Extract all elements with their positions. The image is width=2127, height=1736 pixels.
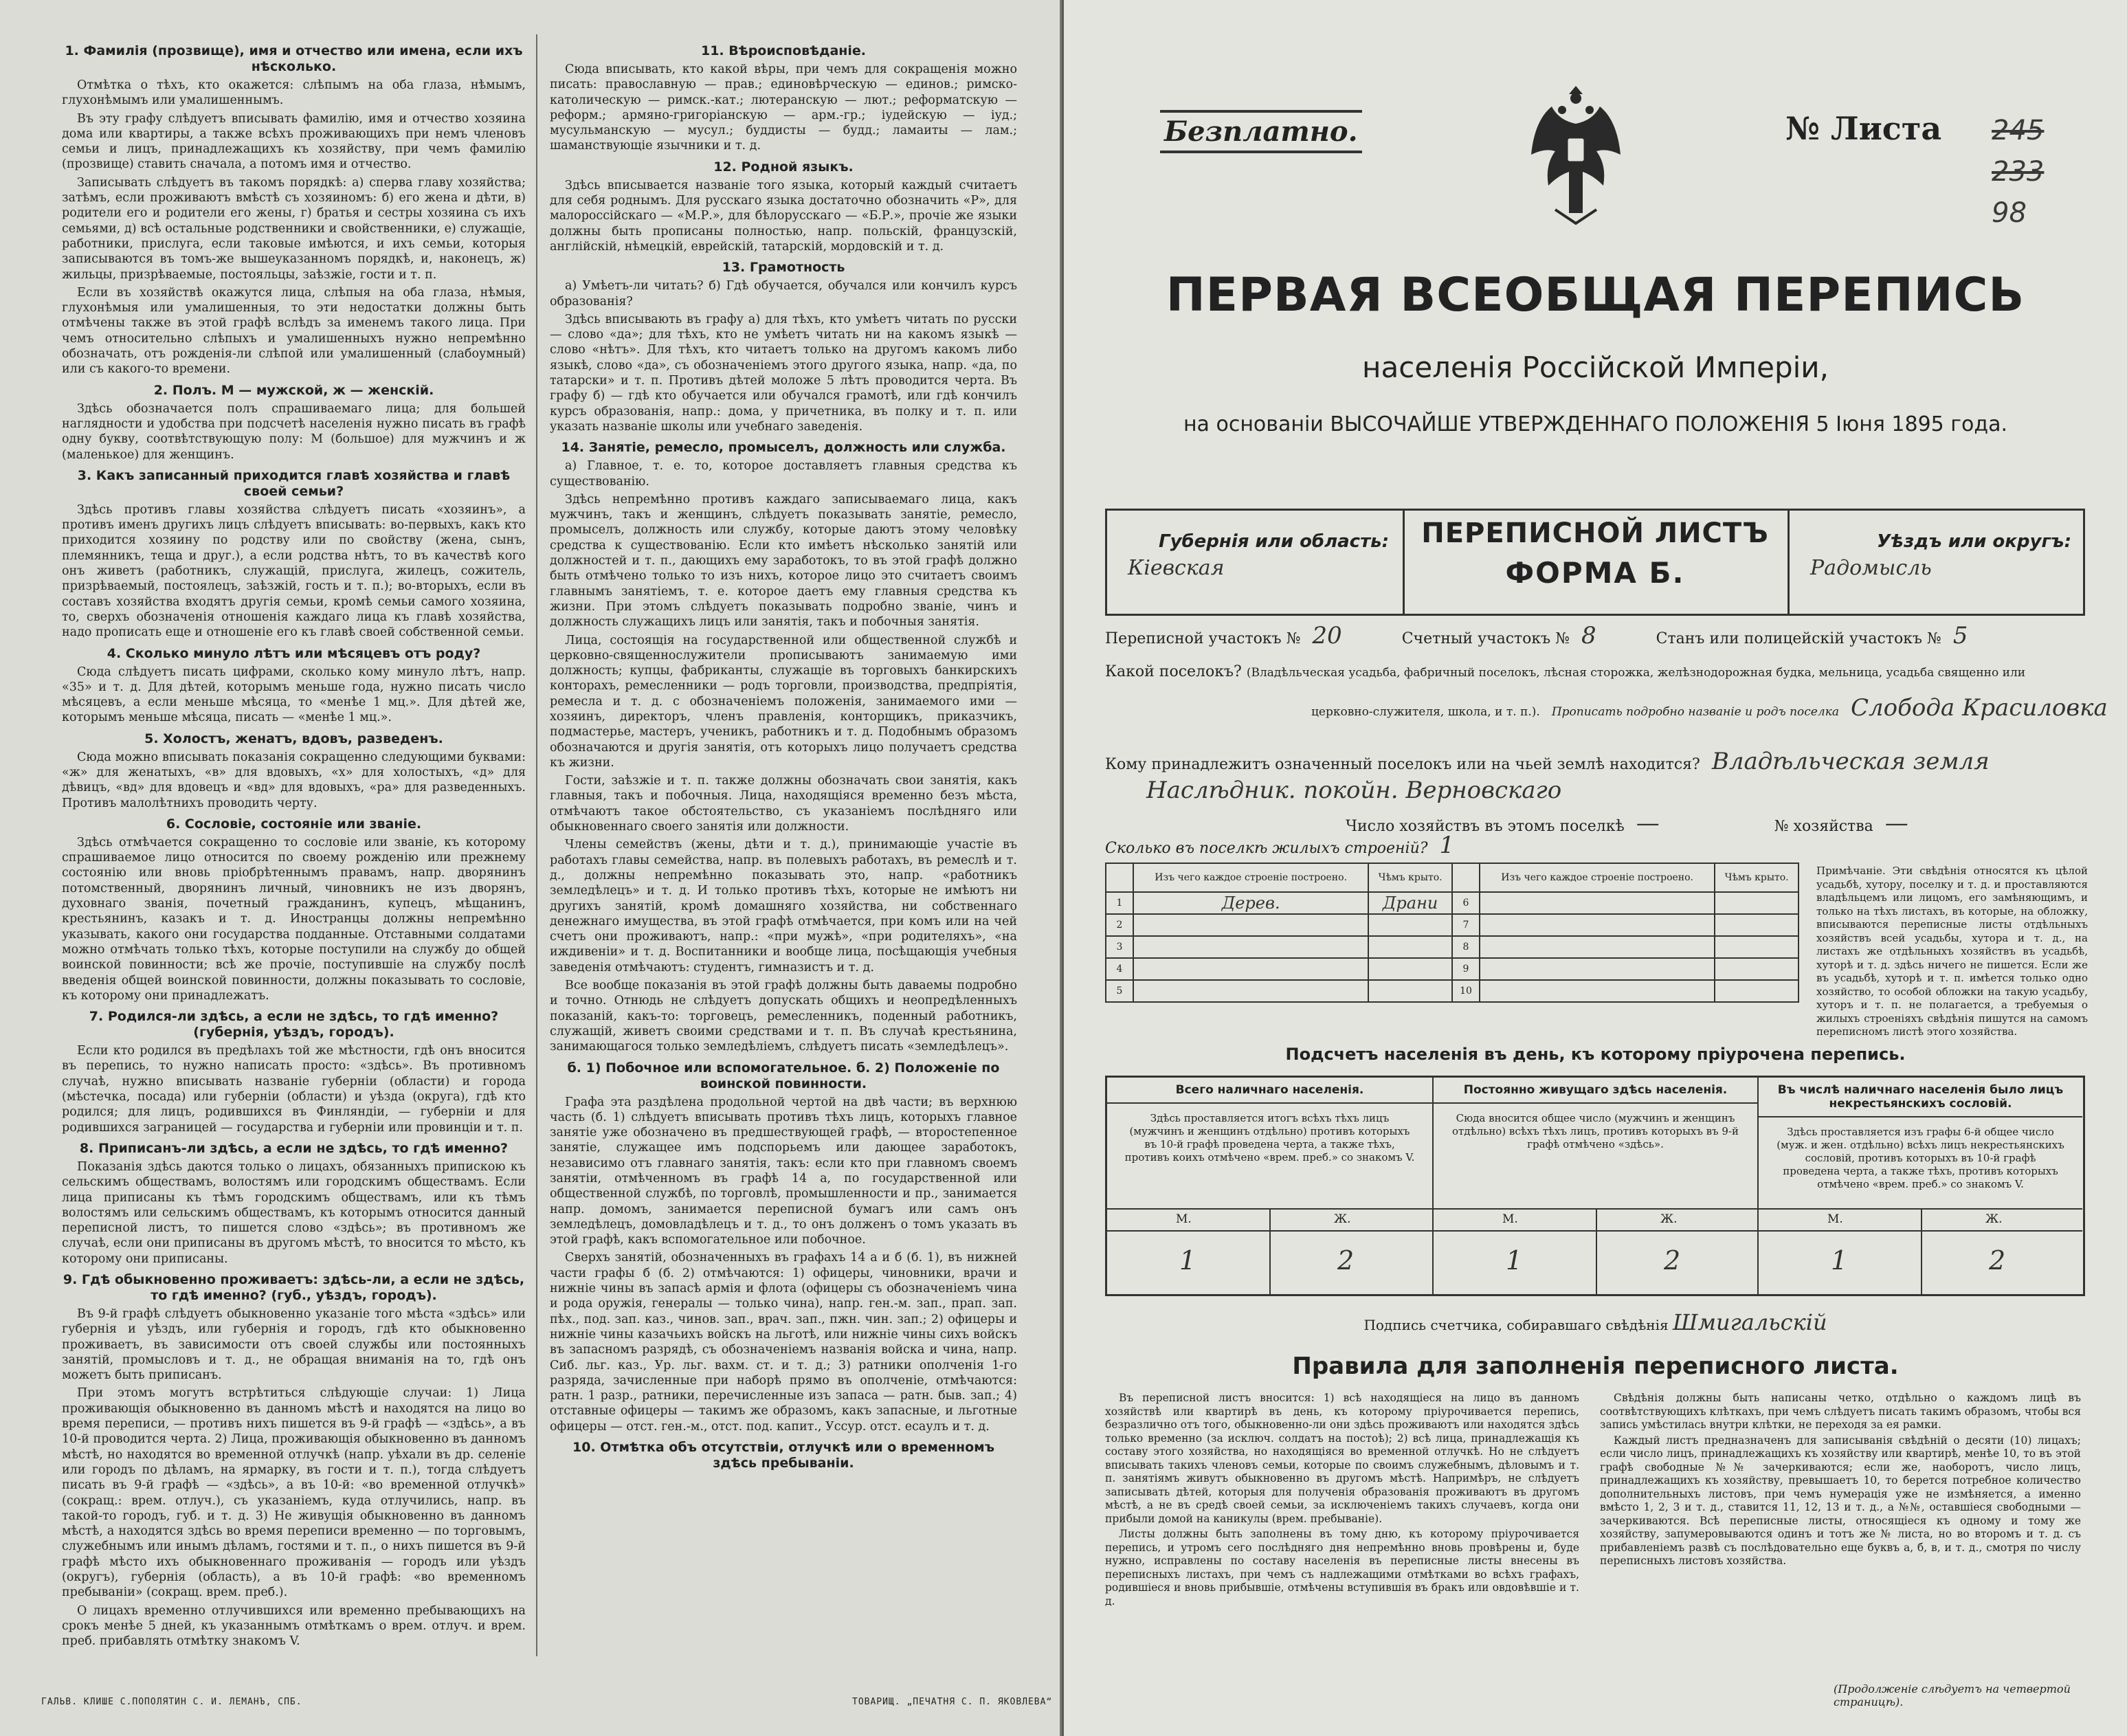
male-count: 1 <box>1831 1245 1848 1276</box>
table-cell-n1: 2 <box>1106 914 1133 936</box>
hw-list-number-3: 98 <box>1992 197 2027 229</box>
section-paragraph: Если въ хозяйствѣ окажутся лица, слѣпыя на оба глаза, нѣмыя, глухонѣмыя или умалишенныя, то эти недостатки должны быть отмѣчены также въ этой графѣ вслѣдъ за именемъ такого лица. При чемъ относительно слѣпыхъ и умалишенныхъ нужно непремѣнно обозначать, отъ рожденія-ли слѣпой или умалишенный (слабоумный) или съ какого-то времени. <box>62 285 526 377</box>
section-paragraph: Сюда можно вписывать показанія сокращенно следующими буквами: «ж» для женатыхъ, «в» для вдовыхъ, «х» для холостыхъ, «д» для дѣвицъ, «вд» для вдовецъ и «вд» для вдовыхъ, «ра» для разведенныхъ. Противъ малолѣтнихъ проводить черту. <box>62 750 526 810</box>
guberniya-cell <box>1107 511 1405 614</box>
printer-imprint-right: ТОВАРИЩ. „ПЕЧАТНЯ С. П. ЯКОВЛЕВА“ <box>852 1697 1053 1707</box>
section-paragraph: Здѣсь непремѣнно противъ каждаго записываемаго лица, какъ мужчинъ, такъ и женщинъ, слѣдуетъ показывать занятіе, ремесло, промыселъ, должность или службу, которые даютъ этому человѣку средства к существованію. Если кто имѣетъ нѣсколько занятій или должностей и т. п., дающихъ ему заработокъ, то въ этой графѣ должно быть отмѣчено только то изъ нихъ, которое лицо это считаетъ своимъ главнымъ занятіемъ, т. е. которое даетъ ему главныя средства къ жизни. При этомъ слѣдуетъ показывать подробно званіе, чинъ и должность служащихъ лицъ или занятія, такъ и побочныя занятія. <box>550 492 1017 630</box>
column-divider <box>536 34 537 1656</box>
police-district-value: 5 <box>1952 622 1968 649</box>
male-header: М. <box>1176 1212 1192 1226</box>
table-cell-n2: 9 <box>1452 958 1480 980</box>
signature-value: Шмигальскій <box>1672 1309 1827 1335</box>
section-heading: 2. Полъ. М — мужской, ж — женскій. <box>153 382 434 398</box>
section-paragraph: Здѣсь отмѣчается сокращенно то сословіе или званіе, къ которому спрашиваемое лицо относится по своему рожденію или прежнему состоянію или вновь пріобрѣтеннымъ правамъ, напр. дворянинъ потомственный, дворянинъ личный, чиновникъ не изъ дворянъ, духовнаго званія, почетный гражданинъ, купецъ, мѣщанинъ, крестьянинъ, казакъ и т. д. Иностранцы должны непремѣнно указывать, какого они государства подданные. Отставными солдатами можно отмѣчать только тѣхъ, которые поступили на службу до общей воинской повинности; всѣ же прочіе, поступившіе на службу послѣ введенія общей воинской повинности, должны показывать то сословіе, къ которому они принадлежатъ. <box>62 835 526 1003</box>
census-district-label: Переписной участокъ № <box>1105 630 1301 647</box>
section-paragraph: Гости, заѣзжіе и т. п. также должны обозначать свои занятія, какъ главныя, такъ и побочныя. Лица, находящіяся временно безъ мѣста, отмѣчаютъ такое обстоятельство, съ указаніемъ послѣдняго или обыкновеннаго своего занятія или должности. <box>550 774 1017 834</box>
settlement-line <box>1105 663 2095 680</box>
table-cell-empty <box>1480 892 1715 914</box>
table-row <box>1106 980 1799 1002</box>
buildings-note: Примѣчаніе. Эти свѣдѣнія относятся къ цѣлой усадьбѣ, хутору, поселку и т. д. и проставляются владѣльцемъ или лицомъ, его замѣняющимъ, и только на тѣхъ листахъ, въ которые, на обложку, вписываются переписные листы отдѣльныхъ хозяйствъ всей усадьбы, хутора и т. д., на листахъ же отдѣльныхъ хозяйствъ въ усадьбѣ, хуторѣ и т. д. здѣсь ничего не пишется. Если же въ усадьбѣ, хуторѣ и т. п. имѣется только одно хозяйство, то особой обложки на такую усадьбу, хуторъ и т. п. не полагается, а требуемыя о жилыхъ строеніяхъ свѣдѣнія пишутся на самомъ переписномъ листѣ этого хозяйства. <box>1816 865 2088 1038</box>
section-heading: 13. Грамотность <box>722 260 845 276</box>
section-paragraph: Все вообще показанія въ этой графѣ должны быть даваемы подробно и точно. Отнюдь не слѣдуетъ допускать общихъ и неопредѣленныхъ показаній, какъ-то: торговецъ, ремесленникъ, поденный работникъ, служащій, живетъ своими средствами и т. п. Въ случаѣ крестьянина, занимающагося только земледѣліемъ, слѣдуетъ писать «земледѣлецъ». <box>550 979 1017 1054</box>
form-subheading: ФОРМА Б. <box>1505 556 1685 590</box>
settlement-line-2 <box>1105 694 2108 722</box>
table-cell-n1: 3 <box>1106 936 1133 958</box>
census-district-value: 20 <box>1312 622 1342 649</box>
table-row <box>1106 958 1799 980</box>
table-cell-mat1 <box>1133 936 1368 958</box>
list-number-label: № Листа <box>1785 110 1942 147</box>
table-cell-mat1: Дерев. <box>1133 892 1368 914</box>
buildings-label: Сколько въ поселкѣ жилыхъ строеній? <box>1105 840 1428 857</box>
table-cell-empty <box>1480 958 1715 980</box>
household-count-value: — <box>1636 810 1660 837</box>
section-paragraph: Здѣсь противъ главы хозяйства слѣдуетъ писать «хозяинъ», а противъ именъ другихъ лицъ слѣдуетъ вписывать: во-первыхъ, какъ кто приходится хозяину по родству или по свойству (жена, сынъ, племянникъ, теща и друг.), а если родства нѣтъ, то въ качествѣ кого онъ живетъ (работникъ, служащій, прислуга, жилецъ, сожитель, призрѣваемый, постоялецъ, заѣзжій, гость и т. п.); во-вторыхъ, если въ составъ хозяйства входятъ другія семьи, кромѣ семьи самого хозяина, то, сверхъ обозначенія отношенія каждаго лица къ главѣ хозяйства, надо прописать еще и отношеніе его къ главѣ своей собственной семьи. <box>62 502 526 640</box>
table-cell-roof1: Драни <box>1368 892 1452 914</box>
section-paragraph: Лица, состоящія на государственной или общественной службѣ и церковно-священнослужители прописываютъ занимаемую ими должность; купцы, фабриканты, служащіе въ торговыхъ банкирскихъ конторахъ, ремесленники — родъ торговли, производства, предпріятія, ремесла и т. д. с обозначеніемъ положенія, занимаемого ими — хозяинъ, директоръ, членъ правленія, конторщикъ, приказчикъ, подмастерье, мастеръ, ученикъ, работникъ и т. д. Подобнымъ образомъ обозначаются и другія занятія, отъ которыхъ лицо получаетъ средства къ жизни. <box>550 633 1017 770</box>
counting-district-value: 8 <box>1581 622 1596 649</box>
settlement-value: Слобода Красиловка <box>1850 694 2108 722</box>
section-heading: 10. Отмѣтка объ отсутствіи, отлучкѣ или о временномъ здѣсь пребываніи. <box>572 1440 994 1471</box>
uezd-label: Уѣздъ или округъ: <box>1877 531 2071 552</box>
male-count: 1 <box>1179 1245 1196 1276</box>
handwritten-list-numbers <box>1992 110 2044 234</box>
table-cell-n2: 8 <box>1452 936 1480 958</box>
section-paragraph: Если кто родился въ предѣлахъ той же мѣстности, гдѣ онъ вносится въ перепись, то нужно написать просто: «здѣсь». Въ противномъ случаѣ, нужно вписывать названіе губерніи (области) и города (мѣстечка, посада) или губерніи (области) и уѣзда (округа), гдѣ кто родился; для лицъ, родившихся въ Финляндіи, — губерніи и для родившихся заграницей — государства и губерніи или провинціи и т. п. <box>62 1044 526 1135</box>
section-heading: 8. Приписанъ-ли здѣсь, а если не здѣсь, то гдѣ именно? <box>79 1140 509 1156</box>
section-paragraph: Показанія здѣсь даются только о лицахъ, обязанныхъ припискою къ сельскимъ обществамъ, волостямъ или городскимъ обществамъ. Если лица приписаны къ тѣмъ городскимъ обществамъ, или къ тѣмъ волостямъ или сельскимъ обществамъ, къ которымъ относится данный переписной листъ, то пишется слово «здѣсь»; въ противномъ же случаѣ, если они приписаны въ другомъ мѣстѣ, то вносится то мѣсто, къ которому они приписаны. <box>62 1159 526 1266</box>
uezd-cell <box>1788 511 2085 614</box>
section-paragraph: О лицахъ временно отлучившихся или временно пребывающихъ на срокъ менѣе 5 дней, къ указаннымъ отмѣткамъ о врем. отлуч. и врем. преб. прибавлять отмѣтку знакомъ V. <box>62 1603 526 1649</box>
section-paragraph: Отмѣтка о тѣхъ, кто окажется: слѣпымъ на оба глаза, нѣмымъ, глухонѣмымъ или умалишеннымъ. <box>62 78 526 108</box>
form-cell <box>1403 511 1788 614</box>
table-cell-n2: 6 <box>1452 892 1480 914</box>
table-cell-n1: 1 <box>1106 892 1133 914</box>
female-header: Ж. <box>1660 1212 1678 1226</box>
rules-column-right <box>1600 1392 2081 1570</box>
table-cell-mat1 <box>1133 914 1368 936</box>
population-count-column <box>1757 1078 2082 1294</box>
male-header: М. <box>1502 1212 1518 1226</box>
police-district-label: Станъ или полицейскій участокъ № <box>1656 630 1941 647</box>
rules-paragraph: Въ переписной листъ вносится: 1) всѣ находящіеся на лицо въ данномъ хозяйствѣ или квартирѣ въ день, къ которому пріурочивается перепись, безразлично отъ того, обыкновенно-ли они здѣсь проживаютъ или находятся здѣсь только временно (за исключ. солдатъ на постоѣ); 2) всѣ лица, принадлежащія къ составу этого хозяйства, но находящіяся во временной отлучкѣ. Но не слѣдуетъ вписывать такихъ членовъ семьи, которые по своимъ служебнымъ, дѣловымъ и т. п. занятіямъ живутъ обыкновенно въ другомъ мѣстѣ. Напримѣръ, не слѣдуетъ записывать дѣтей, которыя для полученія образованія проживаютъ въ другомъ мѣстѣ, а не въ средѣ своей семьи, за исключеніемъ такихъ случаевъ, когда они прибыли домой на каникулы (врем. пребываніе). <box>1105 1392 1579 1525</box>
settlement-label: Какой поселокъ? <box>1105 663 1242 680</box>
rules-heading: Правила для заполненія переписного листа. <box>1292 1353 1899 1380</box>
section-heading: 12. Родной языкъ. <box>713 159 854 175</box>
signature-label: Подпись счетчика, собиравшаго свѣдѣнія <box>1363 1317 1669 1333</box>
table-row <box>1106 914 1799 936</box>
table-cell-roof1 <box>1368 958 1452 980</box>
table-cell-empty <box>1715 980 1799 1002</box>
sex-divider <box>1269 1208 1271 1294</box>
section-heading: 6. Сословіе, состояніе или званіе. <box>166 816 422 832</box>
male-count: 1 <box>1506 1245 1523 1276</box>
table-cell-empty <box>1715 936 1799 958</box>
section-heading: 5. Холостъ, женатъ, вдовъ, разведенъ. <box>144 731 443 746</box>
roof-header-1: Чѣмъ крыто. <box>1368 863 1452 892</box>
table-cell-n2: 10 <box>1452 980 1480 1002</box>
owner-line-2 <box>1105 777 2095 804</box>
owner-value-1: Владѣльческая земля <box>1711 748 1990 775</box>
instructions-column-right <box>550 38 1017 1474</box>
district-line <box>1105 622 2095 649</box>
section-paragraph: Сюда вписывать, кто какой вѣры, при чемъ для сокращенія можно писать: православную — прав.; единовѣрческую — единов.; римско-католическую — римск.-кат.; лютеранскую — лют.; реформатскую — реформ.; армяно-григоріанскую — арм.-гр.; іудейскую — іуд.; мусульманскую — мусул.; буддисты — будд.; ламаиты — лам.; шаманствующіе язычники и т. д. <box>550 63 1017 153</box>
census-subtitle: населенія Россійской Имперіи, <box>1362 350 1829 384</box>
counter-signature-line <box>1064 1309 2127 1335</box>
guberniya-label: Губернія или область: <box>1159 531 1389 552</box>
section-heading: 11. Вѣроисповѣданіе. <box>700 43 867 58</box>
printer-imprint-left: ГАЛЬВ. КЛИШЕ С.ПОПОЛЯТИН С. И. ЛЕМАНЪ, СПБ. <box>41 1697 302 1707</box>
owner-line <box>1105 748 2095 775</box>
count-column-heading: Въ числѣ наличнаго населенія было лицъ некрестьянскихъ сословій. <box>1759 1078 2082 1117</box>
section-paragraph: Сверхъ занятій, обозначенныхъ въ графахъ 14 а и б (б. 1), въ нижней части графы б (б. 2) отмѣчаются: 1) офицеры, чиновники, врачи и нижніе чины въ запасѣ армія и флота (офицеры съ обозначеніемъ чина и рода оружія, генералы — только чина), напр. ген.-м. зап., прап. зап. пѣх., под. зап. каз., чинов. зап., врач. зап., пжн. чин. зап.; 2) офицеры и нижніе чины казачьихъ войскъ на льготѣ, или нижніе чины сихъ войскъ въ запасномъ разрядѣ, съ обозначеніемъ названія войска и чина, напр. Сиб. льг. каз., Ур. льг. вахм. ст. и т. д.; 3) ратники ополченія 1-го разряда, зачисленные при наборѣ прямо въ ополченіе, отмѣчаются: ратн. 1 разр., ратники, перечисленные изъ запаса — ратн. быв. зап.; 4) отставные офицеры — такимъ же образомъ, какъ запасные, и льготные офицеры — отст. ген.-м., отст. под. капит., Уссур. отст. есаулъ и т. д. <box>550 1251 1017 1434</box>
rules-paragraph: Свѣдѣнія должны быть написаны четко, отдѣльно о каждомъ лицѣ въ соотвѣтствующихъ клѣткахъ, при чемъ слѣдуетъ писать такимъ образомъ, чтобы вся запись умѣстилась внутри клѣтки, не переходя за ея рамки. <box>1600 1392 2081 1431</box>
count-column-description: Здѣсь проставляется изъ графы 6-й общее число (муж. и жен. отдѣльно) всѣхъ лицъ некрестьянскихъ сословій, противъ которыхъ въ 10-й графѣ проведена черта, а также тѣхъ, противъ которыхъ отмѣчено «врем. преб.» со знакомъ V. <box>1777 1126 2064 1190</box>
owner-label: Кому принадлежитъ означенный поселокъ или на чьей землѣ находится? <box>1105 756 1700 773</box>
buildings-table <box>1105 863 1799 1003</box>
section-paragraph: Члены семействъ (жены, дѣти и т. д.), принимающіе участіе въ работахъ главы семейства, напр. въ полевыхъ работахъ, въ ремеслѣ и т. д., должны непремѣнно показывать это, напр. «работникъ земледѣлецъ» и т. д. И только противъ тѣхъ, которые не имѣютъ ни другихъ занятій, кромѣ домашняго хозяйства, ни собственнаго денежнаго имущества, въ этой графѣ отмѣчается, при комъ или на чей счетъ они проживаютъ, напр.: «при мужѣ», «при родителяхъ», «на иждивеніи» и т. д. Воспитанники и вообще лица, посѣщающія учебныя заведенія отмѣчаютъ: студентъ, гимназистъ и т. д. <box>550 838 1017 975</box>
section-heading: 4. Сколько минуло лѣтъ или мѣсяцевъ отъ роду? <box>107 645 481 661</box>
sex-divider <box>1596 1208 1597 1294</box>
female-count: 2 <box>1989 1245 2006 1276</box>
material-header-1: Изъ чего каждое строеніе построено. <box>1133 863 1368 892</box>
double-headed-eagle-crest-icon <box>1524 79 1627 230</box>
female-count: 2 <box>1337 1245 1355 1276</box>
table-cell-mat1 <box>1133 958 1368 980</box>
section-paragraph: Сюда слѣдуетъ писать цифрами, сколько кому минуло лѣтъ, напр. «35» и т. д. Для дѣтей, которымъ меньше года, нужно писать число мѣсяцевъ, а если меньше мѣсяца, то «менѣе 1 мц.». Для дѣтей же, которымъ меньше мѣсяца, писать — «менѣе 1 мц.». <box>62 665 526 725</box>
table-cell-empty <box>1715 914 1799 936</box>
household-count-label: Число хозяйствъ въ этомъ поселкѣ <box>1346 818 1625 835</box>
table-cell-empty <box>1715 958 1799 980</box>
rules-paragraph: Листы должны быть заполнены въ тому дню, къ которому пріурочивается перепись, и утромъ сего послѣдняго дня непремѣнно вновь провѣрены и, буде нужно, исправлены по составу населенія въ переписные листы внесены въ переписныхъ листахъ, при чемъ съ надлежащими отмѣтками во всѣхъ графахъ, родившіеся и вновь прибывшіе, отмѣчены вступившія въ бракъ или овдовѣвшіе и т. д. <box>1105 1528 1579 1607</box>
owner-value-2: Наслѣдник. покойн. Верновскаго <box>1146 777 1562 804</box>
table-cell-empty <box>1480 936 1715 958</box>
population-count-column <box>1107 1078 1432 1294</box>
continuation-note: (Продолженіе слѣдуетъ на четвертой страницѣ). <box>1834 1682 2071 1709</box>
population-count-box <box>1105 1076 2085 1296</box>
table-cell-n1: 5 <box>1106 980 1133 1002</box>
hw-list-number-1: 245 <box>1992 115 2045 146</box>
count-column-description: Здѣсь проставляется итогъ всѣхъ тѣхъ лицъ (мужчинъ и женщинъ отдѣльно) противъ которыхъ въ 10-й графѣ проведена черта, а также тѣхъ, противъ коихъ отмѣчено «врем. преб.» со знакомъ V. <box>1124 1112 1415 1164</box>
section-paragraph: Графа эта раздѣлена продольной чертой на двѣ части; въ верхнюю часть (б. 1) слѣдуетъ вписывать противъ тѣхъ лицъ, которыхъ главное занятіе уже обозначено въ предшествующей графѣ, — второстепенное занятіе, служащее имъ подспорьемъ или дающее заработокъ, независимо отъ главнаго занятія, такъ: если кто при главномъ своемъ занятіи, отмѣченномъ въ графѣ 14 а, по государственной или общественной службѣ, по торговлѣ, промышленности и пр., занимается напр. домомъ, занимается переписной бумагъ или самъ онъ земледѣлецъ, домовладѣлецъ и т. д., то онъ долженъ о томъ указать въ этой графѣ, какъ вспомогательное или побочное. <box>550 1095 1017 1247</box>
census-title: ПЕРВАЯ ВСЕОБЩАЯ ПЕРЕПИСЬ <box>1166 268 2025 322</box>
rules-column-left <box>1105 1392 1579 1610</box>
male-header: М. <box>1827 1212 1843 1226</box>
count-column-heading: Постоянно живущаго здѣсь населенія. <box>1434 1078 1757 1104</box>
buildings-line <box>1105 832 2095 859</box>
section-heading: 1. Фамилія (прозвище), имя и отчество или имена, если ихъ нѣсколько. <box>65 43 523 74</box>
population-count-column <box>1432 1078 1757 1294</box>
material-header-2: Изъ чего каждое строеніе построено. <box>1480 863 1715 892</box>
section-heading: 9. Гдѣ обыкновенно проживаетъ: здѣсь-ли, а если не здѣсь, то гдѣ именно? (губ., уѣздъ, городъ). <box>63 1272 525 1303</box>
section-paragraph: Въ эту графу слѣдуетъ вписывать фамилію, имя и отчество хозяина дома или квартиры, а также всѣхъ проживающихъ при немъ членовъ семьи и лицъ, принадлежащихъ къ хозяйству, при чемъ фамилію (прозвище) ставить сначала, а потомъ имя и отчество. <box>62 111 526 172</box>
settlement-hint-2: церковно-служителя, школа, и т. п.). <box>1311 705 1540 719</box>
count-column-heading: Всего наличнаго населенія. <box>1107 1078 1432 1104</box>
form-heading: ПЕРЕПИСНОЙ ЛИСТЪ <box>1421 518 1769 549</box>
female-header: Ж. <box>1334 1212 1351 1226</box>
section-paragraph: Здѣсь вписывають въ графу а) для тѣхъ, кто умѣетъ читать по русски — слово «да»; для тѣхъ, кто не умѣетъ читать ни на какомъ языкѣ — слово «нѣтъ». Для тѣхъ, кто читаетъ только на другомъ какомъ либо языкѣ, слово «да», съ обозначеніемъ этого другого языка, напр. «да, по татарски» и т. п. Противъ дѣтей моложе 5 лѣтъ проводится черта. Въ графу б) — гдѣ кто обучается или обучался грамотѣ, или гдѣ кончилъ курсъ образованія, напр.: дома, у причетника, въ полку и т. п. или указать названіе школы или учебнаго заведенія. <box>550 312 1017 434</box>
sex-divider <box>1921 1208 1922 1294</box>
left-page <box>0 0 1062 1736</box>
hw-list-number-2: 233 <box>1992 156 2045 188</box>
instructions-column-left <box>62 38 526 1652</box>
section-paragraph: Въ 9-й графѣ слѣдуетъ обыкновенно указаніе того мѣста «здѣсь» или губернія и уѣздъ, или губернія и городъ, гдѣ кто обыкновенно проживаетъ, въ зависимости отъ своей службы или постоянныхъ занятій, промысловъ и т. д., не обращая вниманія на то, гдѣ онъ можетъ быть приписанъ. <box>62 1307 526 1383</box>
female-header: Ж. <box>1985 1212 2003 1226</box>
uezd-value: Радомысль <box>1810 556 1932 580</box>
buildings-table-header <box>1106 863 1799 892</box>
table-cell-roof1 <box>1368 914 1452 936</box>
roof-header-2: Чѣмъ крыто. <box>1715 863 1799 892</box>
household-number-value: — <box>1884 810 1908 837</box>
section-paragraph: Здѣсь вписывается названіе того языка, который каждый считаетъ для себя роднымъ. Для русскаго языка достаточно обозначить «Р», для малороссійскаго — «М.Р.», для бѣлорусскаго — «Б.Р.», прочіе же языки должны быть прописаны полностью, напр. польскій, французскій, англійскій, нѣмецкій, еврейскій, татарскій, мордовскій и т. д. <box>550 178 1017 254</box>
settlement-instruction: Прописать подробно названіе и родъ поселка <box>1551 705 1839 719</box>
table-cell-roof1 <box>1368 980 1452 1002</box>
population-count-heading: Подсчетъ населенія въ день, къ которому пріурочена перепись. <box>1285 1045 1906 1064</box>
table-cell-n1: 4 <box>1106 958 1133 980</box>
table-cell-roof1 <box>1368 936 1452 958</box>
table-cell-n2: 7 <box>1452 914 1480 936</box>
settlement-hint: (Владѣльческая усадьба, фабричный поселокъ, лѣсная сторожка, желѣзнодорожная будка, мельница, усадьба священно или <box>1246 666 2026 680</box>
right-page <box>1064 0 2127 1736</box>
table-cell-empty <box>1480 914 1715 936</box>
section-heading: 3. Какъ записанный приходится главѣ хозяйства и главѣ своей семьи? <box>77 467 511 499</box>
buildings-value: 1 <box>1439 832 1455 859</box>
female-count: 2 <box>1664 1245 1681 1276</box>
section-paragraph: а) Главное, т. е. то, которое доставляетъ главныя средства къ существованію. <box>550 459 1017 489</box>
free-label: Безплатно. <box>1160 110 1362 153</box>
section-paragraph: Записывать слѣдуетъ въ такомъ порядкѣ: а) сперва главу хозяйства; затѣмъ, если проживаютъ вмѣстѣ съ хозяиномъ: б) его жена и дѣти, в) родители его и родители его жены, г) братья и сестры хозяина съ ихъ семьями, д) всѣ остальные родственники и свойственники, е) служащіе, работники, прислуга, если таковые имѣются, и ихъ семьи, которыя записываются въ томъ-же вышеуказанномъ порядкѣ, и, наконецъ, ж) жильцы, призрѣваемые, постояльцы, заѣзжіе, гости и т. п. <box>62 175 526 282</box>
section-heading: 7. Родился-ли здѣсь, а если не здѣсь, то гдѣ именно? (губернія, уѣздъ, городъ). <box>89 1009 499 1041</box>
section-paragraph: а) Умѣетъ-ли читать? б) Гдѣ обучается, обучался или кончилъ курсъ образованія? <box>550 279 1017 309</box>
header-box <box>1105 509 2085 616</box>
count-column-description: Сюда вносится общее число (мужчинъ и женщинъ отдѣльно) всѣхъ тѣхъ лицъ, противъ которыхъ въ 9-й графѣ отмѣчено «здѣсь». <box>1451 1112 1739 1150</box>
section-paragraph: При этомъ могутъ встрѣтиться слѣдующіе случаи: 1) Лица проживающія обыкновенно въ данномъ мѣстѣ и находятся на лицо во время переписи, — противъ нихъ пишется въ 9-й графѣ — «здѣсь», а въ 10-й проводится черта. 2) Лица, проживающія обыкновенно въ данномъ мѣстѣ, но находятся во временной отлучкѣ (напр. уѣхали въ др. селеніе или городъ по дѣламъ, на ярмарку, въ гости и т. п.), тогда слѣдуетъ писать въ 9-й графѣ — «здѣсь», а въ 10-й: «во временной отлучкѣ» (сокращ.: врем. отлуч.), съ указаніемъ, куда отлучились, напр. въ такой-то городъ, губ. и т. д. 3) Не живущія обыкновенно въ данномъ мѣстѣ, а находятся здѣсь во время переписи временно — по торговымъ, служебнымъ или инымъ дѣламъ, гостями и т. п., о нихъ пишется въ 9-й графѣ мѣсто ихъ обыкновеннаго проживанія — городъ или уѣздъ (округъ), губернія (область), а въ 10-й графѣ: «во временномъ пребываніи» (сокращ. врем. преб.). <box>62 1386 526 1600</box>
counting-district-label: Счетный участокъ № <box>1401 630 1570 647</box>
table-row <box>1106 892 1799 914</box>
table-row <box>1106 936 1799 958</box>
census-decree-line: на основаніи ВЫСОЧАЙШЕ УТВЕРЖДЕННАГО ПОЛОЖЕНІЯ 5 Іюня 1895 года. <box>1183 412 2008 436</box>
household-number-label: № хозяйства <box>1774 818 1873 835</box>
section-heading: б. 1) Побочное или вспомогательное. б. 2) Положеніе по воинской повинности. <box>567 1060 1000 1091</box>
table-cell-mat1 <box>1133 980 1368 1002</box>
table-cell-empty <box>1480 980 1715 1002</box>
rules-paragraph: Каждый листъ предназначенъ для записыванія свѣдѣній о десяти (10) лицахъ; если число лицъ, принадлежащихъ къ хозяйству или квартирѣ, менѣе 10, то въ этой графѣ свободные №№ зачеркиваются; если же, наоборотъ, число лицъ, принадлежащихъ къ хозяйству, превышаетъ 10, то берется потребное количество дополнительныхъ листовъ, при чемъ нумерація уже не измѣняется, а именно вмѣсто 1, 2, 3 и т. д., ставится 11, 12, 13 и т. д., а №№, оставшіеся свободными — зачеркиваются. Всѣ переписные листы, относящіеся къ одному и тому же хозяйству, запумеровываются одинъ и тотъ же № листа, но во второмъ и т. д. съ прибавленіемъ развѣ съ послѣдовательно еще буквъ а, б, в, и т. д., смотря по числу переписныхъ листовъ хозяйства. <box>1600 1434 2081 1567</box>
guberniya-value: Кіевская <box>1128 556 1225 580</box>
section-paragraph: Здѣсь обозначается полъ спрашиваемаго лица; для большей наглядности и удобства при подсчетѣ населенія нужно писать въ графѣ одну букву, соотвѣтствующую полу: М (большое) для мужчинъ и ж (маленькое) для женщинъ. <box>62 401 526 462</box>
section-heading: 14. Занятіе, ремесло, промыселъ, должность или служба. <box>561 440 1006 456</box>
table-cell-empty <box>1715 892 1799 914</box>
